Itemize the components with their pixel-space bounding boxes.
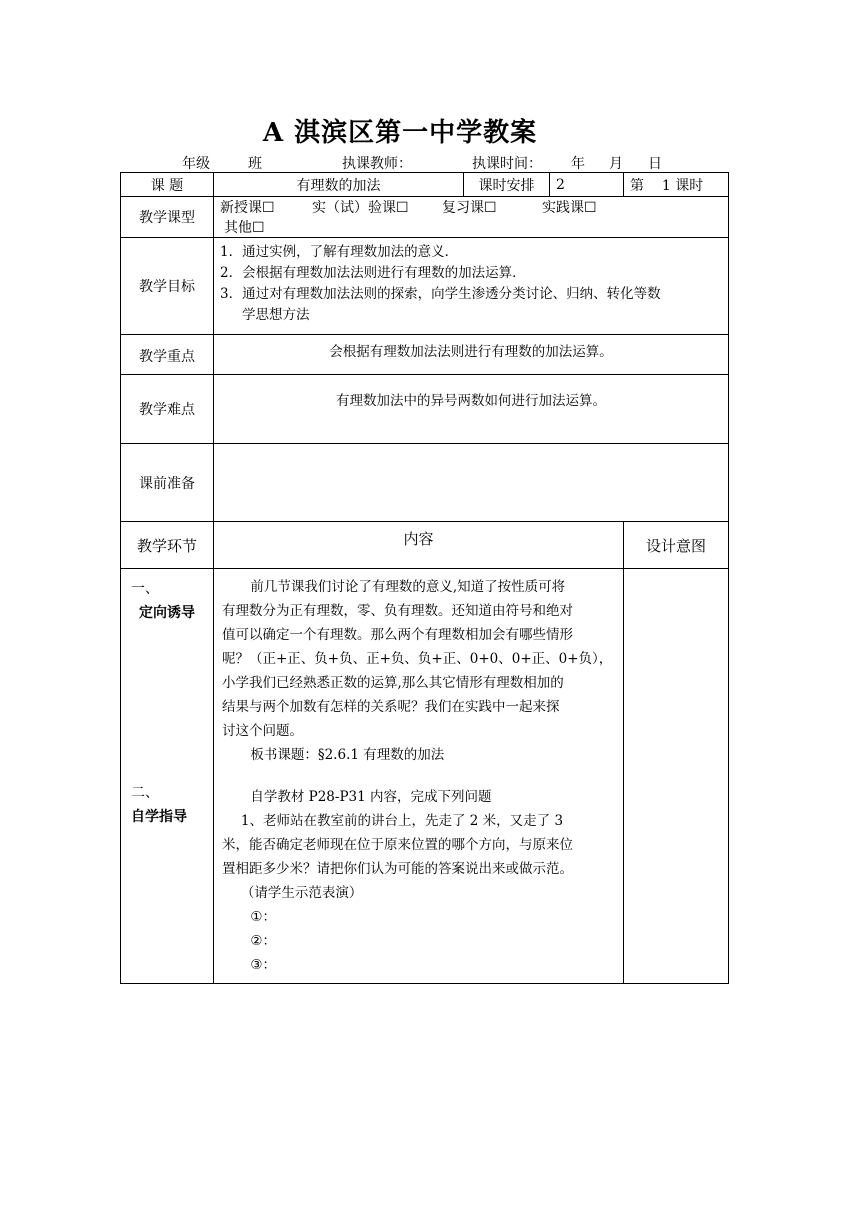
key-point-row <box>121 335 729 375</box>
header-stage: 教学环节 <box>121 522 214 569</box>
period-prefix: 第 <box>630 177 645 194</box>
content-line: 有理数分为正有理数，零、负有理数。还知道由符号和绝对 <box>222 603 573 619</box>
content-line: ①： <box>250 909 276 925</box>
day-label: 日 <box>648 156 662 172</box>
lesson-plan-table <box>120 172 729 984</box>
content-line: 讨这个问题。 <box>222 723 303 739</box>
content-line: ③： <box>250 957 276 973</box>
difficulty-label: 教学难点 <box>121 375 214 444</box>
goals-row <box>121 238 729 335</box>
month-label: 月 <box>609 156 623 172</box>
header-intent: 设计意图 <box>624 522 729 569</box>
content-line: 置相距多少米？请把你们认为可能的答案说出来或做示范。 <box>222 861 573 877</box>
header-content: 内容 <box>214 522 624 569</box>
key-point-label: 教学重点 <box>121 335 214 375</box>
content-line: 小学我们已经熟悉正数的运算,那么其它情形有理数相加的 <box>222 675 564 691</box>
goal-item: 学思想方法 <box>242 307 310 323</box>
content-row <box>121 569 729 984</box>
topic-label: 课 题 <box>121 173 214 197</box>
period-number: 1 <box>661 177 671 194</box>
year-label: 年 <box>571 156 585 172</box>
type-option-practice: 实践课☐ <box>542 200 597 216</box>
difficulty-value: 有理数加法中的异号两数如何进行加法运算。 <box>214 375 729 444</box>
stage-2-number: 二、 <box>131 785 159 801</box>
schedule-label: 课时安排 <box>464 173 550 197</box>
content-line: （请学生示范表演） <box>240 885 363 901</box>
goal-item: 1．通过实例，了解有理数加法的意义． <box>220 244 459 260</box>
type-option-lab: 实（试）验课☐ <box>312 200 409 216</box>
type-option-new: 新授课☐ <box>220 200 275 216</box>
type-option-other: 其他☐ <box>224 220 265 236</box>
key-point-value: 会根据有理数加法法则进行有理数的加法运算。 <box>214 335 729 375</box>
type-row <box>121 197 729 238</box>
stage-column <box>121 569 214 984</box>
topic-row <box>121 173 729 197</box>
content-line: 呢？（正+正、负+负、正+负、负+正、0+0、0+正、0+负）， <box>222 651 613 667</box>
type-option-review: 复习课☐ <box>442 200 497 216</box>
difficulty-row <box>121 375 729 444</box>
grade-label: 年级 <box>182 156 210 172</box>
stage-2-name: 自学指导 <box>131 809 187 825</box>
class-label: 班 <box>248 156 262 172</box>
goal-item: 2．会根据有理数加法法则进行有理数的加法运算． <box>220 265 526 281</box>
period-suffix: 课时 <box>675 177 704 194</box>
goals-content <box>214 238 729 335</box>
content-line: ②： <box>250 933 276 949</box>
page-title: A 淇滨区第一中学教案 <box>262 118 538 148</box>
type-options <box>214 197 729 238</box>
topic-value: 有理数的加法 <box>214 173 464 197</box>
goals-label: 教学目标 <box>121 238 214 335</box>
header-row <box>121 522 729 569</box>
teacher-label: 执课教师： <box>342 156 412 172</box>
content-line: 1、老师站在教室前的讲台上，先走了 2 米，又走了 3 <box>240 813 564 829</box>
stage-1-number: 一、 <box>131 581 159 597</box>
content-column <box>214 569 624 984</box>
content-line: 米，能否确定老师现在位于原来位置的哪个方向，与原来位 <box>222 837 573 853</box>
period-cell <box>624 173 729 197</box>
intent-column <box>624 569 729 984</box>
preparation-value <box>214 444 729 522</box>
preparation-label: 课前准备 <box>121 444 214 522</box>
preparation-row <box>121 444 729 522</box>
stage-1-name: 定向诱导 <box>139 605 195 621</box>
schedule-value: 2 <box>550 173 624 197</box>
content-line: 自学教材 P28-P31 内容，完成下列问题 <box>250 789 492 805</box>
content-line: 板书课题：§2.6.1 有理数的加法 <box>250 747 445 763</box>
content-line: 前几节课我们讨论了有理数的意义,知道了按性质可将 <box>250 579 566 595</box>
content-line: 值可以确定一个有理数。那么两个有理数相加会有哪些情形 <box>222 627 573 643</box>
content-line: 结果与两个加数有怎样的关系呢？我们在实践中一起来探 <box>222 699 560 715</box>
goal-item: 3．通过对有理数加法法则的探索，向学生渗透分类讨论、归纳、转化等数 <box>220 286 661 302</box>
type-label: 教学课型 <box>121 197 214 238</box>
time-label: 执课时间： <box>472 156 542 172</box>
